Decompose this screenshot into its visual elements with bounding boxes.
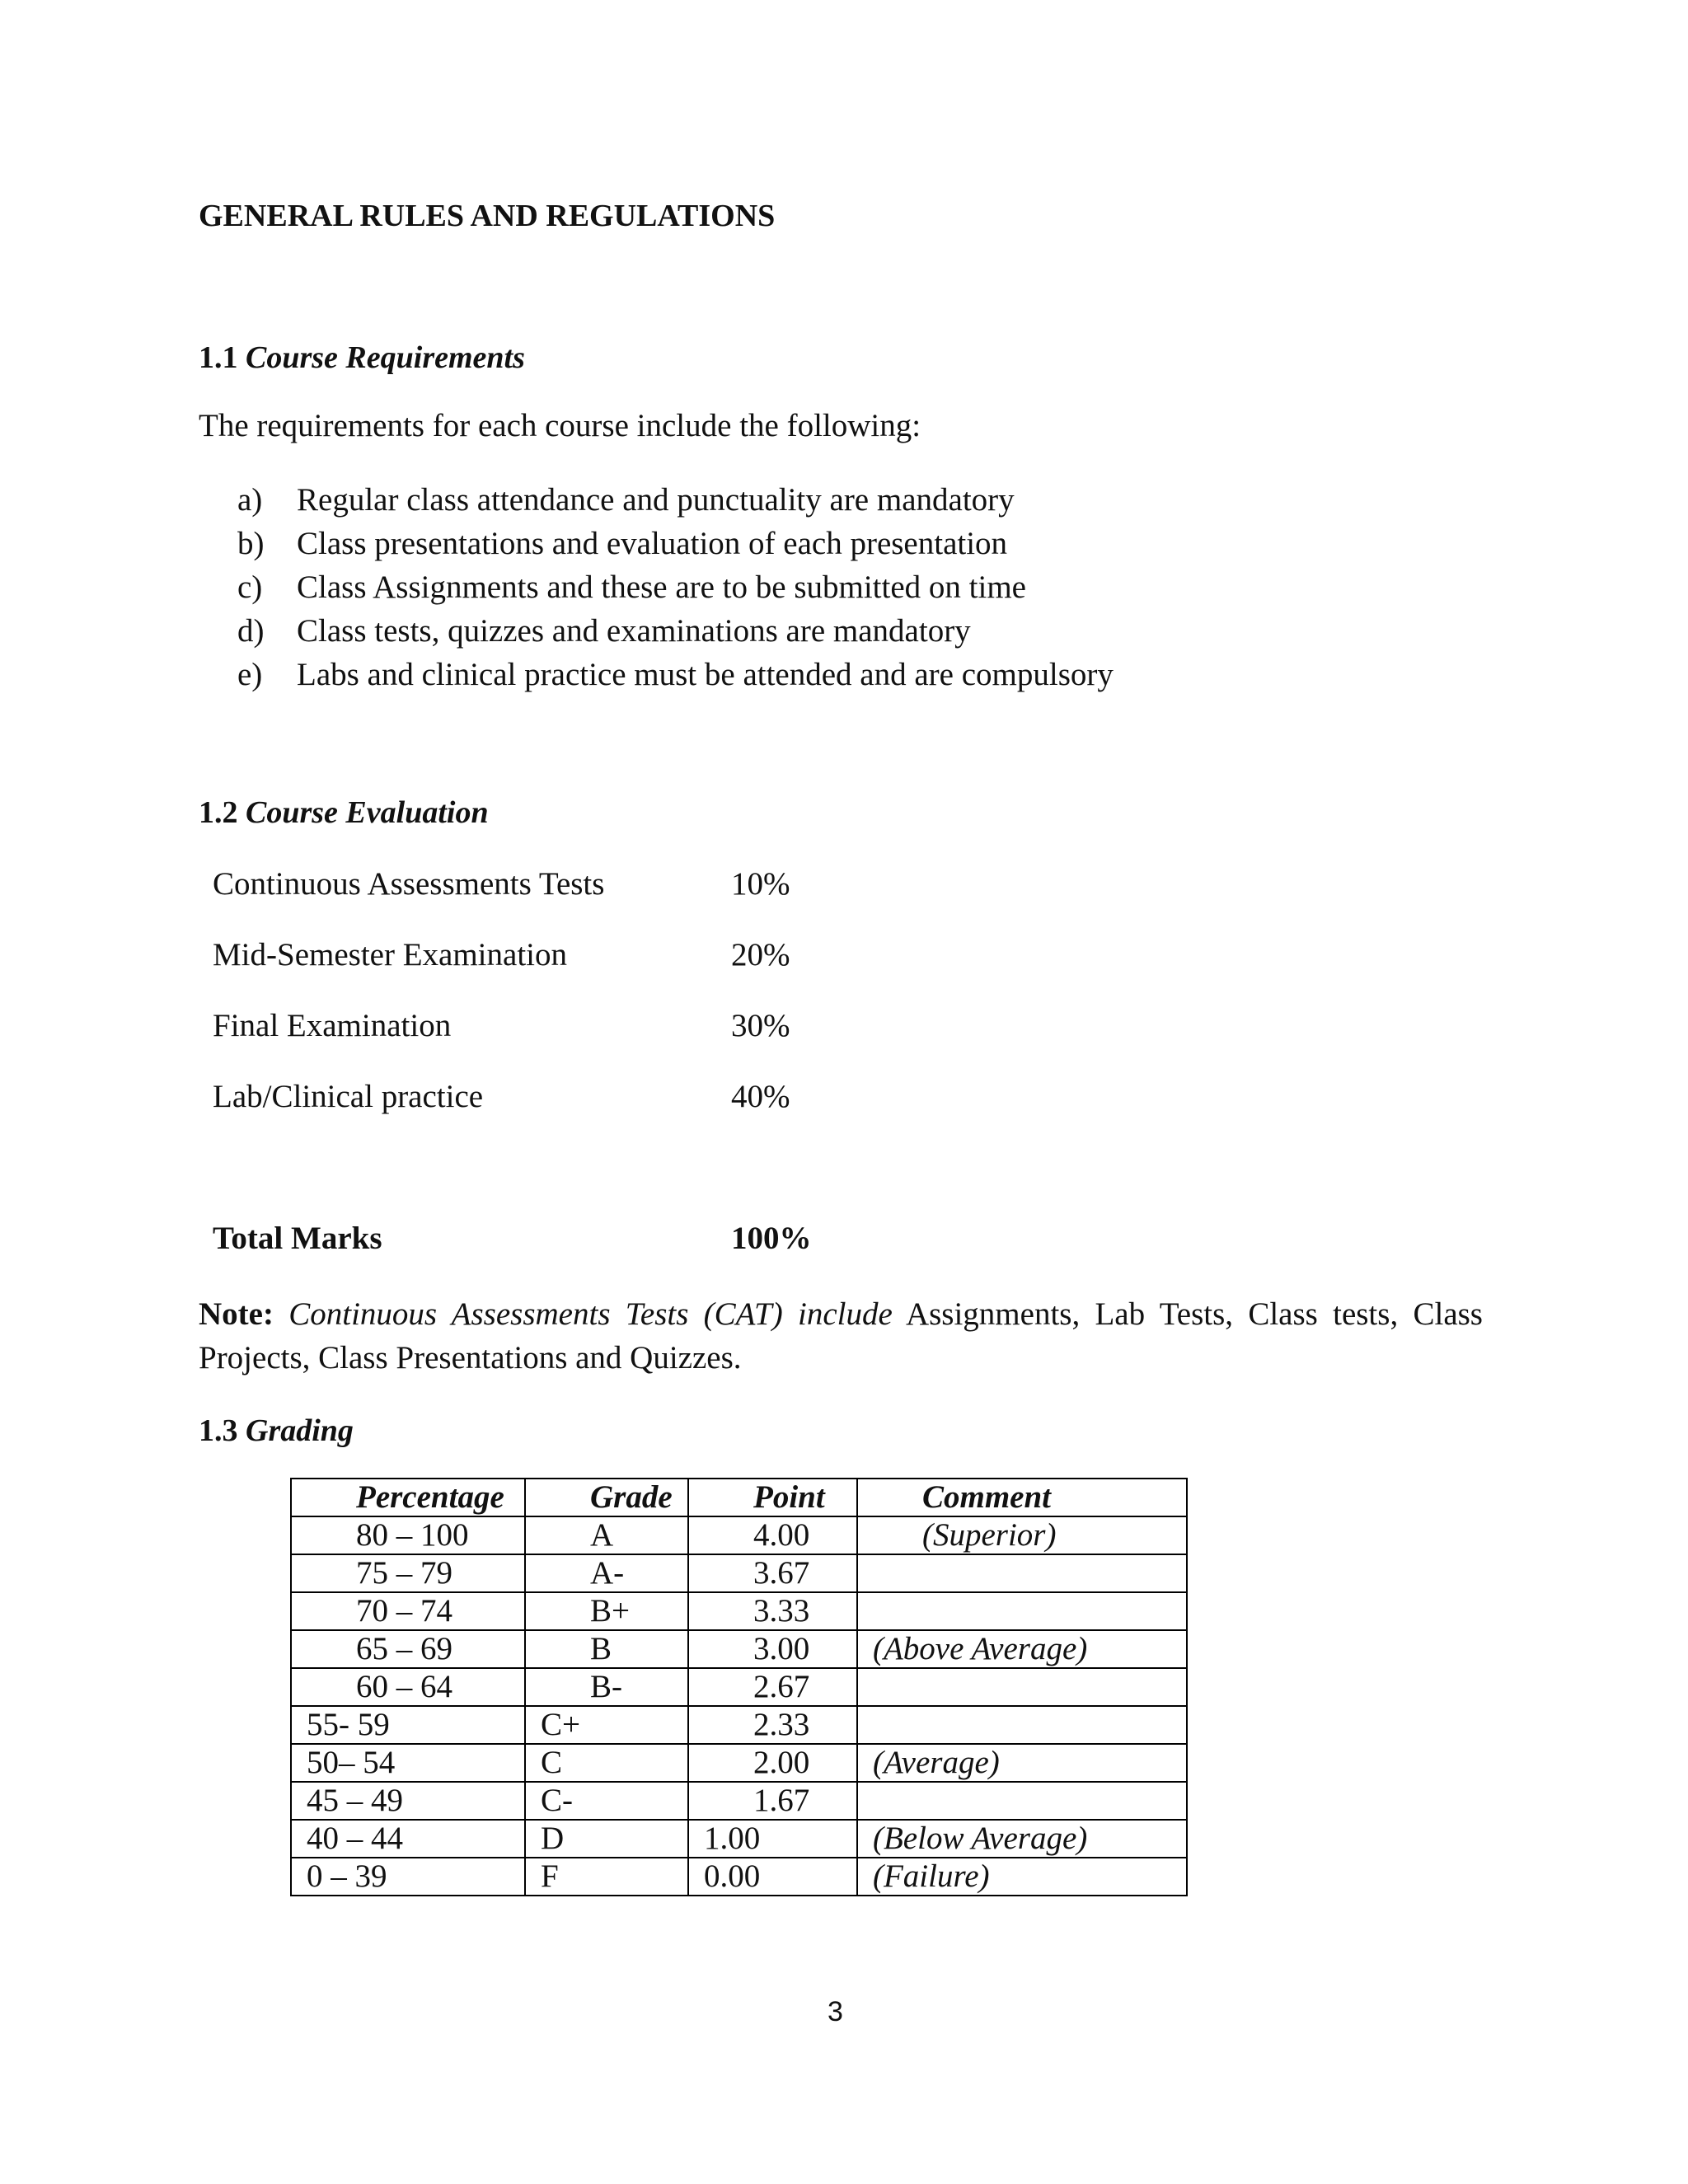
table-row bbox=[291, 1554, 1187, 1592]
list-item-text: Regular class attendance and punctuality are mandatory bbox=[297, 482, 1015, 518]
comment-cell: (Superior) bbox=[857, 1516, 1187, 1554]
point-cell: 3.67 bbox=[688, 1554, 857, 1592]
grade-cell: B+ bbox=[525, 1592, 688, 1630]
grade-cell: B bbox=[525, 1630, 688, 1668]
comment-cell: (Above Average) bbox=[857, 1630, 1187, 1668]
section-title: Course Requirements bbox=[246, 340, 525, 375]
column-header-comment: Comment bbox=[857, 1479, 1187, 1516]
note-italic-text: Continuous Assessments Tests (CAT) include bbox=[288, 1296, 893, 1332]
section-number: 1.2 bbox=[199, 795, 238, 830]
percentage-cell: 45 – 49 bbox=[291, 1782, 525, 1820]
table-row bbox=[291, 1744, 1187, 1782]
point-cell: 3.33 bbox=[688, 1592, 857, 1630]
note-label: Note: bbox=[199, 1296, 274, 1332]
page-number: 3 bbox=[828, 1996, 843, 2027]
list-marker: b) bbox=[237, 526, 265, 561]
grade-cell: B- bbox=[525, 1668, 688, 1706]
table-row bbox=[291, 1706, 1187, 1744]
evaluation-value-midsem: 20% bbox=[731, 937, 790, 972]
note-text: Assignments, Lab Tests, Class tests, Class Projects, Class Presentations and Quizzes. bbox=[199, 1296, 1483, 1376]
point-cell: 2.33 bbox=[688, 1706, 857, 1744]
evaluation-label-final: Final Examination bbox=[213, 1008, 452, 1043]
list-marker: d) bbox=[237, 613, 265, 649]
column-header-grade: Grade bbox=[525, 1479, 688, 1516]
point-cell: 0.00 bbox=[688, 1858, 857, 1896]
table-row bbox=[291, 1782, 1187, 1820]
list-marker: e) bbox=[237, 657, 263, 692]
percentage-cell: 55- 59 bbox=[291, 1706, 525, 1744]
percentage-cell: 75 – 79 bbox=[291, 1554, 525, 1592]
list-item-text: Class Assignments and these are to be submitted on time bbox=[297, 569, 1026, 605]
section-title: Course Evaluation bbox=[246, 795, 489, 830]
comment-cell bbox=[857, 1782, 1187, 1820]
evaluation-label-lab: Lab/Clinical practice bbox=[213, 1079, 484, 1114]
total-marks-label: Total Marks bbox=[213, 1221, 382, 1256]
list-item bbox=[237, 565, 1114, 609]
list-item bbox=[237, 478, 1114, 522]
percentage-cell: 80 – 100 bbox=[291, 1516, 525, 1554]
section-number: 1.3 bbox=[199, 1413, 238, 1448]
percentage-cell: 65 – 69 bbox=[291, 1630, 525, 1668]
evaluation-note bbox=[199, 1292, 1483, 1380]
section-title: Grading bbox=[246, 1413, 354, 1448]
table-row bbox=[291, 1592, 1187, 1630]
percentage-cell: 0 – 39 bbox=[291, 1858, 525, 1896]
comment-cell: (Failure) bbox=[857, 1858, 1187, 1896]
percentage-cell: 70 – 74 bbox=[291, 1592, 525, 1630]
section-heading-requirements bbox=[199, 340, 525, 376]
list-item-text: Class presentations and evaluation of each presentation bbox=[297, 526, 1008, 561]
comment-cell bbox=[857, 1554, 1187, 1592]
list-item bbox=[237, 522, 1114, 565]
page-title: GENERAL RULES AND REGULATIONS bbox=[199, 199, 776, 233]
percentage-cell: 40 – 44 bbox=[291, 1820, 525, 1858]
requirements-intro: The requirements for each course include the following: bbox=[199, 408, 921, 443]
grading-table bbox=[290, 1478, 1188, 1896]
percentage-cell: 50– 54 bbox=[291, 1744, 525, 1782]
evaluation-value-lab: 40% bbox=[731, 1079, 790, 1114]
column-header-percentage: Percentage bbox=[291, 1479, 525, 1516]
total-marks-value: 100% bbox=[731, 1221, 812, 1256]
comment-cell bbox=[857, 1706, 1187, 1744]
list-item-text: Labs and clinical practice must be attended and are compulsory bbox=[297, 657, 1114, 692]
list-marker: a) bbox=[237, 482, 263, 518]
comment-cell: (Average) bbox=[857, 1744, 1187, 1782]
point-cell: 2.67 bbox=[688, 1668, 857, 1706]
column-header-point: Point bbox=[688, 1479, 857, 1516]
table-row bbox=[291, 1516, 1187, 1554]
table-header-row bbox=[291, 1479, 1187, 1516]
point-cell: 1.67 bbox=[688, 1782, 857, 1820]
percentage-cell: 60 – 64 bbox=[291, 1668, 525, 1706]
evaluation-label-midsem: Mid-Semester Examination bbox=[213, 937, 567, 972]
evaluation-value-final: 30% bbox=[731, 1008, 790, 1043]
table-row bbox=[291, 1630, 1187, 1668]
point-cell: 4.00 bbox=[688, 1516, 857, 1554]
point-cell: 1.00 bbox=[688, 1820, 857, 1858]
grade-cell: C- bbox=[525, 1782, 688, 1820]
section-heading-grading bbox=[199, 1413, 354, 1449]
comment-cell bbox=[857, 1592, 1187, 1630]
list-item-text: Class tests, quizzes and examinations are mandatory bbox=[297, 613, 971, 649]
point-cell: 2.00 bbox=[688, 1744, 857, 1782]
table-row bbox=[291, 1668, 1187, 1706]
grade-cell: C bbox=[525, 1744, 688, 1782]
grade-cell: A- bbox=[525, 1554, 688, 1592]
requirements-list bbox=[237, 478, 1114, 696]
list-marker: c) bbox=[237, 569, 263, 605]
section-number: 1.1 bbox=[199, 340, 238, 375]
comment-cell: (Below Average) bbox=[857, 1820, 1187, 1858]
evaluation-label-cat: Continuous Assessments Tests bbox=[213, 866, 605, 902]
grade-cell: D bbox=[525, 1820, 688, 1858]
list-item bbox=[237, 609, 1114, 653]
grade-cell: F bbox=[525, 1858, 688, 1896]
evaluation-value-cat: 10% bbox=[731, 866, 790, 902]
table-row bbox=[291, 1820, 1187, 1858]
grade-cell: C+ bbox=[525, 1706, 688, 1744]
comment-cell bbox=[857, 1668, 1187, 1706]
table-row bbox=[291, 1858, 1187, 1896]
list-item bbox=[237, 653, 1114, 696]
grade-cell: A bbox=[525, 1516, 688, 1554]
point-cell: 3.00 bbox=[688, 1630, 857, 1668]
section-heading-evaluation bbox=[199, 794, 489, 831]
